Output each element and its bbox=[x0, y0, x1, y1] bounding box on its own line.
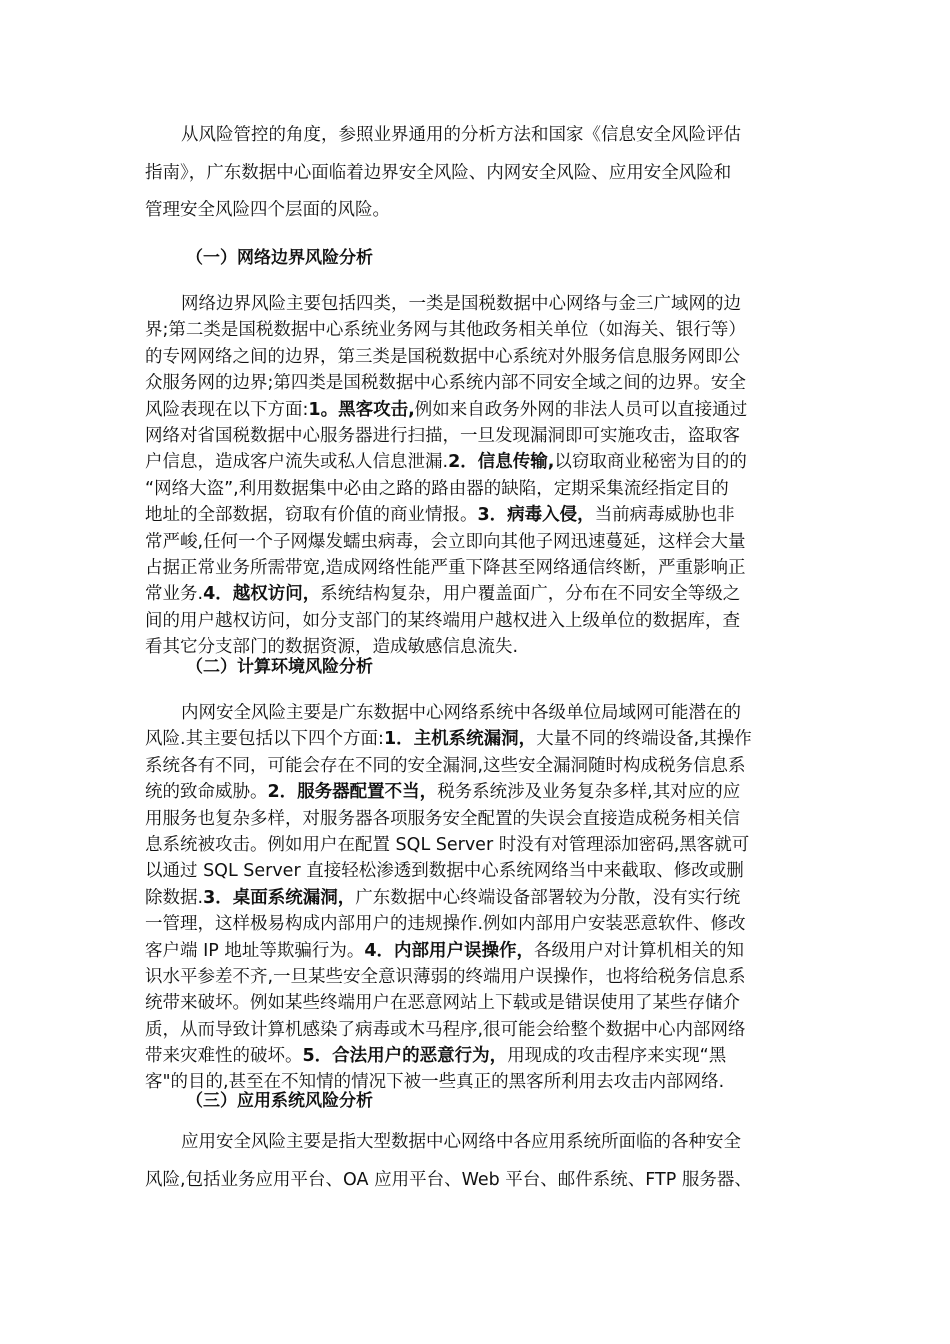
text-line bbox=[145, 726, 805, 752]
text-run: 系统结构复杂，用户覆盖面广，分布在不同安全等级之 bbox=[320, 584, 741, 605]
text-run: 除数据. bbox=[145, 887, 204, 908]
text-line bbox=[145, 317, 805, 343]
text-run: 系统各有不同，可能会存在不同的安全漏洞,这些安全漏洞随时构成税务信息系 bbox=[145, 755, 746, 776]
text-line bbox=[145, 397, 805, 423]
text-line bbox=[145, 858, 805, 884]
text-run: 内网安全风险主要是广东数据中心网络系统中各级单位局域网可能潜在的 bbox=[181, 703, 741, 723]
section-heading-3: （三）应用系统风险分析 bbox=[186, 1091, 373, 1111]
text-run: 界;第二类是国税数据中心系统业务网与其他政务相关单位（如海关、银行等） bbox=[145, 320, 746, 341]
text-line: 风险,包括业务应用平台、OA 应用平台、Web 平台、邮件系统、FTP 服务器、 bbox=[145, 1169, 752, 1190]
text-line bbox=[145, 938, 805, 964]
text-run: 带来灾难性的破坏。 bbox=[145, 1046, 303, 1067]
text-line bbox=[145, 423, 805, 449]
text-run: 的专网网络之间的边界，第三类是国税数据中心系统对外服务信息服务网即公 bbox=[145, 346, 740, 367]
text-run: 客"的目的,甚至在不知情的情况下被一些真正的黑客所利用去攻击内部网络. bbox=[145, 1072, 725, 1093]
text-run: 质，从而导致计算机感染了病毒或木马程序,很可能会给整个数据中心内部网络 bbox=[145, 1019, 746, 1040]
text-line bbox=[145, 581, 805, 607]
text-run: 常严峻,任何一个子网爆发蠕虫病毒，会立即向其他子网迅速蔓延，这样会大量 bbox=[145, 531, 746, 552]
text-line bbox=[145, 476, 805, 502]
text-line bbox=[145, 449, 805, 475]
text-run: 统带来破坏。例如某些终端用户在恶意网站上下载或是错误使用了某些存储介 bbox=[145, 993, 740, 1014]
text-run: 风险.其主要包括以下四个方面: bbox=[145, 729, 384, 750]
text-line bbox=[145, 885, 805, 911]
text-line bbox=[145, 990, 805, 1016]
text-run: 用现成的攻击程序来实现“黑 bbox=[507, 1046, 727, 1067]
text-run: 看其它分支部门的数据资源，造成敏感信息流失. bbox=[145, 637, 519, 658]
section-heading-1: （一）网络边界风险分析 bbox=[186, 248, 373, 268]
text-line: 指南》，广东数据中心面临着边界安全风险、内网安全风险、应用安全风险和 bbox=[145, 162, 732, 183]
text-line bbox=[145, 779, 805, 805]
text-run: 户信息，造成客户流失或私人信息泄漏. bbox=[145, 452, 449, 473]
intro-paragraph bbox=[145, 117, 805, 230]
text-run: 以通过 SQL Server 直接轻松渗透到数据中心系统网络当中来截取、修改或删 bbox=[145, 861, 744, 882]
section3-paragraph bbox=[145, 1124, 805, 1199]
bold-text: 2．信息传输, bbox=[448, 452, 555, 473]
text-line: 从风险管控的角度，参照业界通用的分析方法和国家《信息安全风险评估 bbox=[181, 125, 741, 145]
text-run: 常业务. bbox=[145, 584, 204, 605]
text-run: 网络边界风险主要包括四类，一类是国税数据中心网络与金三广域网的边 bbox=[181, 294, 741, 314]
bold-text: 5．合法用户的恶意行为， bbox=[302, 1046, 508, 1067]
text-run: 网络对省国税数据中心服务器进行扫描，一旦发现漏洞即可实施攻击，盗取客 bbox=[145, 425, 740, 446]
bold-text: 3．病毒入侵， bbox=[477, 505, 595, 526]
bold-text: 4．越权访问， bbox=[203, 584, 321, 605]
bold-text: 2．服务器配置不当， bbox=[267, 782, 438, 803]
text-line bbox=[145, 911, 805, 937]
text-line bbox=[145, 806, 805, 832]
text-line bbox=[145, 291, 805, 317]
text-run: 广东数据中心终端设备部署较为分散，没有实行统 bbox=[355, 887, 741, 908]
text-line bbox=[145, 502, 805, 528]
text-line bbox=[145, 608, 805, 634]
text-run: 占据正常业务所需带宽,造成网络性能严重下降甚至网络通信终断，严重影响正 bbox=[145, 557, 746, 578]
text-line: 应用安全风险主要是指大型数据中心网络中各应用系统所面临的各种安全 bbox=[181, 1132, 741, 1152]
text-run: 用服务也复杂多样，对服务器各项服务安全配置的失误会直接造成税务相关信 bbox=[145, 808, 740, 829]
section1-paragraph bbox=[145, 291, 805, 660]
bold-text: 1。黑客攻击, bbox=[308, 399, 415, 420]
section-heading-2: （二）计算环境风险分析 bbox=[186, 657, 373, 677]
text-run: 税务系统涉及业务复杂多样,其对应的应 bbox=[437, 782, 741, 803]
bold-text: 3．桌面系统漏洞， bbox=[203, 887, 356, 908]
text-line bbox=[145, 964, 805, 990]
text-line bbox=[145, 1017, 805, 1043]
text-run: 以窃取商业秘密为目的的 bbox=[554, 452, 747, 473]
section2-paragraph bbox=[145, 700, 805, 1096]
text-run: 统的致命威胁。 bbox=[145, 782, 268, 803]
text-run: 各级用户对计算机相关的知 bbox=[534, 940, 745, 961]
text-run: 当前病毒威胁也非 bbox=[594, 505, 735, 526]
text-run: 一管理，这样极易构成内部用户的违规操作.例如内部用户安装恶意软件、修改 bbox=[145, 914, 746, 935]
text-run: 识水平参差不齐,一旦某些安全意识薄弱的终端用户误操作，也将给税务信息系 bbox=[145, 966, 746, 987]
text-run: 客户端 IP 地址等欺骗行为。 bbox=[145, 940, 365, 961]
text-line bbox=[145, 832, 805, 858]
text-run: 众服务网的边界;第四类是国税数据中心系统内部不同安全域之间的边界。安全 bbox=[145, 373, 746, 394]
text-line bbox=[145, 529, 805, 555]
bold-text: 4．内部用户误操作， bbox=[364, 940, 535, 961]
text-line bbox=[145, 370, 805, 396]
bold-text: 1．主机系统漏洞， bbox=[383, 729, 537, 750]
text-run: 息系统被攻击。例如用户在配置 SQL Server 时没有对管理添加密码,黑客就可 bbox=[145, 834, 750, 855]
text-line: 管理安全风险四个层面的风险。 bbox=[145, 200, 390, 220]
text-line bbox=[145, 555, 805, 581]
text-run: 间的用户越权访问，如分支部门的某终端用户越权进入上级单位的数据库，查 bbox=[145, 610, 740, 631]
text-run: 风险表现在以下方面: bbox=[145, 399, 309, 420]
text-run: 例如来自政务外网的非法人员可以直接通过 bbox=[414, 399, 748, 420]
text-line bbox=[145, 700, 805, 726]
text-run: 地址的全部数据，窃取有价值的商业情报。 bbox=[145, 505, 478, 526]
text-run: “网络大盗”,利用数据集中必由之路的路由器的缺陷，定期采集流经指定目的 bbox=[145, 478, 729, 499]
text-run: 大量不同的终端设备,其操作 bbox=[536, 729, 752, 750]
text-line bbox=[145, 1043, 805, 1069]
text-line bbox=[145, 344, 805, 370]
text-line bbox=[145, 753, 805, 779]
